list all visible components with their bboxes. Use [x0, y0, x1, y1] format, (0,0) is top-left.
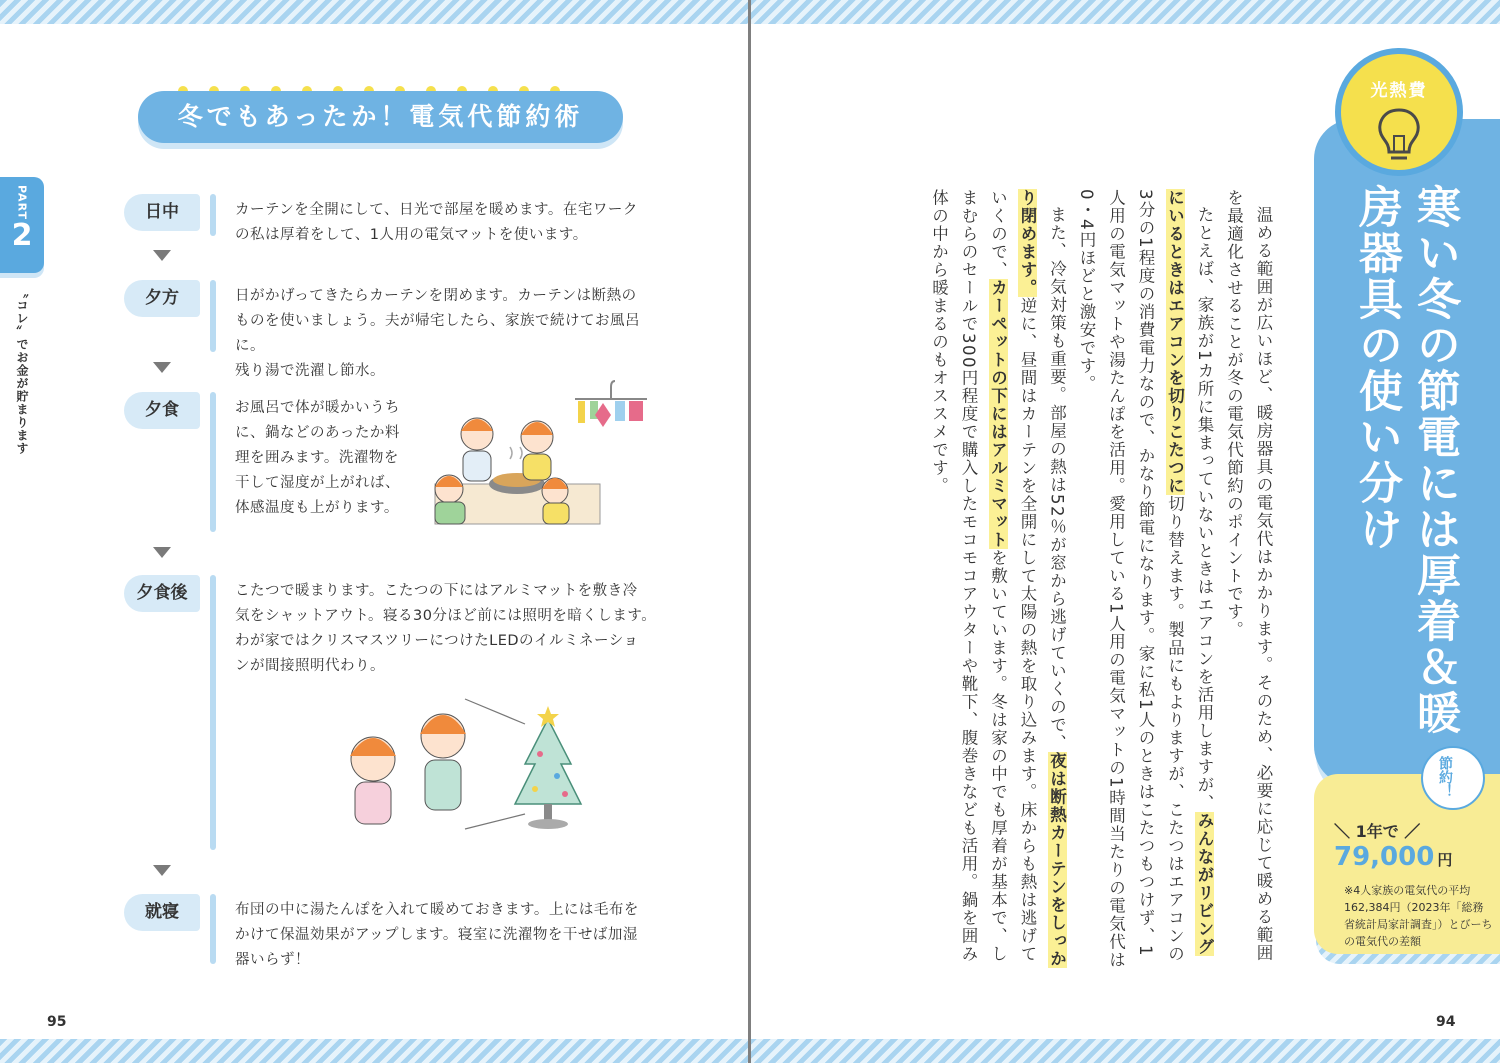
time-badge: 就寝	[124, 894, 200, 931]
saving-amount-value: 79,000	[1334, 842, 1435, 872]
timeline-row-evening	[124, 280, 664, 379]
body-text-segment: 切り替えます。製品にもよりますが、こたつはエアコンの3分の1程度の消費電力なので、かなり節電になります。家に私1人のときはこたつもつけず、1人用の電気マットや湯たんぽを活用。愛用している1人用の電気マットの1時間当たりの電気代は0・4円ほどと激安です。	[1077, 189, 1185, 969]
arrow-down-icon	[153, 362, 171, 373]
saving-unit: 円	[1437, 851, 1453, 869]
text-line: 布団の中に湯たんぽを入れて暖めておきます。上には毛布を	[235, 902, 639, 918]
highlighted-text: 夜は断熱カーテンをしっかり閉めます。	[1018, 189, 1067, 968]
main-title: 寒い冬の節電には厚着＆暖房器具の使い分け	[1351, 184, 1460, 736]
article-paragraph	[924, 189, 1072, 969]
text-line: ものを使いましょう。夫が帰宅したら、家族で続けてお風呂に。	[235, 313, 640, 354]
section-title-banner: 冬でもあったか！電気代節約術	[138, 91, 623, 143]
saving-note: ※4人家族の電気代の平均162,384円（2023年「総務省統計局家計調査」）とびーちの電気代の差額	[1344, 884, 1493, 948]
saving-bubble-text: 節約！	[1437, 756, 1453, 798]
time-badge: 日中	[124, 194, 200, 231]
arrow-down-icon	[153, 865, 171, 876]
text-line: 理を囲みます。洗濯物を	[235, 450, 399, 466]
body-text-segment: たとえば、家族が1カ所に集まっていないときはエアコンを活用しますが、	[1195, 205, 1214, 812]
part-caption: 〝コレ〟でお金が貯まります	[15, 286, 29, 455]
timeline-bar	[210, 280, 216, 352]
text-line: お風呂で体が暖かいうち	[235, 400, 400, 416]
text-line: わが家ではクリスマスツリーにつけたLEDのイルミネーショ	[235, 633, 639, 649]
timeline-bar	[210, 194, 216, 236]
row-text	[235, 198, 638, 248]
article-paragraph	[1219, 189, 1278, 969]
text-line: 器いらず！	[235, 952, 310, 968]
page-number-right: 94	[1436, 1014, 1456, 1030]
time-badge: 夕食後	[124, 575, 200, 612]
body-text-segment: 逆に、昼間はカーテンを全開にして太陽の熱を取り込みます。床からも熱は逃げていくので、	[988, 189, 1037, 963]
part-word: PART	[15, 185, 29, 221]
text-line: の私は厚着をして、1人用の電気マットを使います。	[235, 227, 588, 243]
highlighted-text: みんながリビングにいるときはエアコンを切りこたつに	[1165, 189, 1214, 956]
part-tab	[0, 177, 44, 273]
category-label: 光熱費	[1370, 81, 1428, 101]
text-line: カーテンを全開にして、日光で部屋を暖めます。在宅ワーク	[235, 202, 638, 218]
timeline-row-bedtime	[124, 894, 664, 974]
article-body	[838, 189, 1278, 969]
text-line: に、鍋などのあったか料	[235, 425, 400, 441]
text-line: かけて保温効果がアップします。寝室に洗濯物を干せば加湿	[235, 927, 638, 943]
saving-amount	[1334, 842, 1452, 872]
body-text-segment: を敷いています。冬は家の中でも厚着が基本で、しまむらのセールで300円程度で購入したモコモコアウターや靴下、腹巻きなども活用。鍋を囲み体の中から暖まるのもオススメです。	[929, 189, 1008, 963]
timeline-bar	[210, 894, 216, 964]
left-page	[0, 24, 748, 1039]
timeline-row-daytime	[124, 194, 664, 244]
time-badge: 夕方	[124, 280, 200, 317]
body-text-segment: また、冷気対策も重要。部屋の熱は52％が窓から逃げていくので、	[1047, 205, 1067, 752]
light-bulb-icon	[1369, 106, 1429, 166]
timeline-bar	[210, 575, 216, 850]
time-badge: 夕食	[124, 392, 200, 429]
body-text-segment: 温める範囲が広いほど、暖房器具の電気代はかかります。そのため、必要に応じて暖める範囲を最適化させることが冬の電気代節約のポイントです。	[1224, 189, 1273, 962]
highlighted-text: カーペットの下にはアルミマット	[988, 279, 1008, 549]
arrow-down-icon	[153, 250, 171, 261]
row-text	[235, 396, 400, 521]
page-number-left: 95	[47, 1014, 67, 1030]
row-text	[235, 579, 656, 679]
text-line: 干して湿度が上がれば、	[235, 475, 400, 491]
arrow-down-icon	[153, 547, 171, 558]
text-line: 日がかげってきたらカーテンを閉めます。カーテンは断熱の	[235, 288, 637, 304]
text-line: 体感温度も上がります。	[235, 500, 399, 516]
text-line: こたつで暖まります。こたつの下にはアルミマットを敷き冷	[235, 583, 638, 599]
text-line: ンが間接照明代わり。	[235, 658, 385, 674]
text-line: 残り湯で洗濯し節水。	[235, 363, 385, 379]
saving-year-label: ＼ 1年で ／	[1334, 822, 1421, 841]
article-paragraph	[1072, 189, 1220, 969]
kids-christmas-tree-illustration	[335, 684, 595, 839]
text-line: 気をシャットアウト。寝る30分ほど前には照明を暗くします。	[235, 608, 657, 624]
timeline-bar	[210, 392, 216, 532]
row-text	[235, 898, 639, 973]
right-page	[751, 24, 1500, 1039]
family-hotpot-illustration	[425, 359, 655, 529]
part-number: 2	[11, 218, 33, 254]
